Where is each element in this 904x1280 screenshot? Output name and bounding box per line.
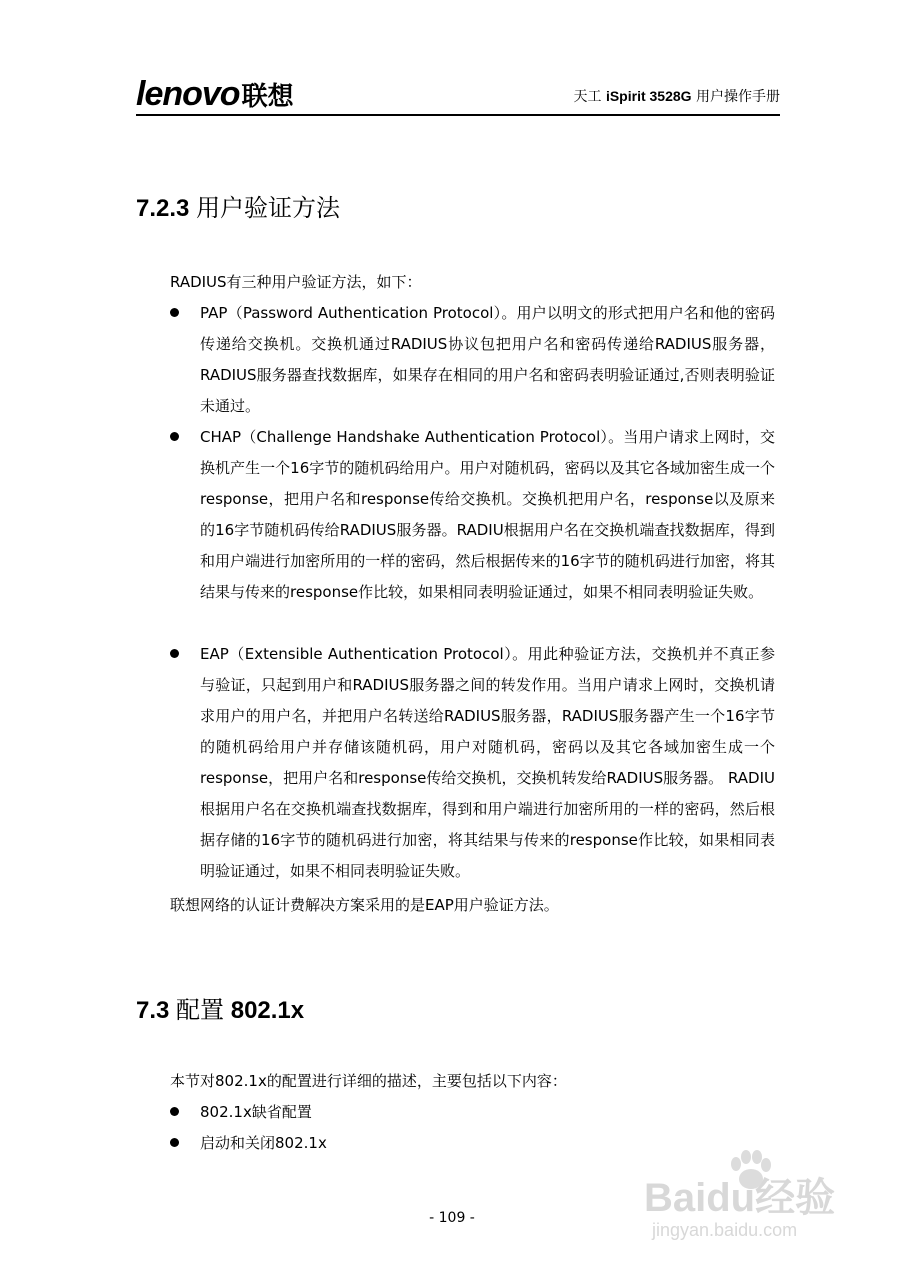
lenovo-logo: [136, 76, 294, 114]
section-heading-7-2-3: [136, 188, 340, 223]
bullet-pap: [170, 298, 775, 422]
section-title-cn: 配置: [176, 996, 225, 1024]
section-number: 7.3: [136, 997, 170, 1024]
bullet-text: 802.1x缺省配置: [200, 1103, 312, 1121]
section-number: 7.2.3: [136, 195, 190, 222]
bullet-dot-icon: [170, 649, 179, 658]
bullet-chap: [170, 422, 775, 608]
page-header: [136, 76, 780, 116]
config-intro: 本节对802.1x的配置进行详细的描述，主要包括以下内容：: [170, 1072, 567, 1090]
manual-title-product: iSpirit 3528G: [605, 88, 692, 104]
logo-text: lenovo: [136, 75, 240, 113]
logo-cn: 联想: [241, 81, 294, 111]
manual-title-suffix: 用户操作手册: [691, 89, 780, 105]
bullet-dot-icon: [170, 1107, 179, 1116]
closing-text: 联想网络的认证计费解决方案采用的是EAP用户验证方法。: [170, 896, 559, 914]
page-number: - 109 -: [429, 1210, 475, 1226]
bullet-dot-icon: [170, 432, 179, 441]
watermark-url: jingyan.baidu.com: [652, 1220, 798, 1240]
manual-title-prefix: 天工: [573, 89, 606, 105]
bullet-default-config: [170, 1097, 775, 1128]
manual-title: [574, 86, 781, 106]
section-heading-7-3: [136, 990, 304, 1025]
baidu-watermark: [640, 1150, 860, 1260]
section-title: 用户验证方法: [196, 194, 341, 222]
bullet-text: 启动和关闭802.1x: [200, 1134, 327, 1152]
bullet-eap: [170, 639, 775, 887]
bullet-dot-icon: [170, 1138, 179, 1147]
bullet-text: PAP（Password Authentication Protocol）。用户以明文的形式把用户名和他的密码传递给交换机。交换机通过RADIUS协议包把用户名和密码传递给RADIUS服务器，RADIUS服务器查找数据库，如果存在相同的用户名和密码表明验证通过,否则表明验证未通过。: [200, 304, 775, 415]
bullet-dot-icon: [170, 308, 179, 317]
bullet-text: EAP（Extensible Authentication Protocol）。用此种验证方法，交换机并不真正参与验证，只起到用户和RADIUS服务器之间的转发作用。当用户请求上网时，交换机请求用户的用户名，并把用户名转送给RADIUS服务器，RADIUS服务器产生一个16字节的随机码给用户并存储该随机码，用户对随机码，密码以及其它各域加密生成一个response，把用户名和response传给交换机，交换机转发给RADIUS服务器。 RADIU根据用户名在交换机端查找数据库，得到和用户端进行加密所用的一样的密码，然后根据存储的16字节的随机码进行加密，将其结果与传来的response作比较，如果相同表明验证通过，如果不相同表明验证失败。: [200, 645, 775, 880]
section-title-en: 802.1x: [230, 997, 305, 1024]
watermark-main: Baidu经验: [644, 1176, 836, 1220]
bullet-text: CHAP（Challenge Handshake Authentication Protocol）。当用户请求上网时，交换机产生一个16字节的随机码给用户。用户对随机码，密码以及其它各域加密生成一个response，把用户名和response传给交换机。交换机把用户名，response以及原来的16字节随机码传给RADIUS服务器。RADIU根据用户名在交换机端查找数据库，得到和用户端进行加密所用的一样的密码，然后根据传来的16字节的随机码进行加密，将其结果与传来的response作比较，如果相同表明验证通过，如果不相同表明验证失败。: [200, 428, 775, 601]
radius-intro: RADIUS有三种用户验证方法，如下：: [170, 273, 422, 291]
